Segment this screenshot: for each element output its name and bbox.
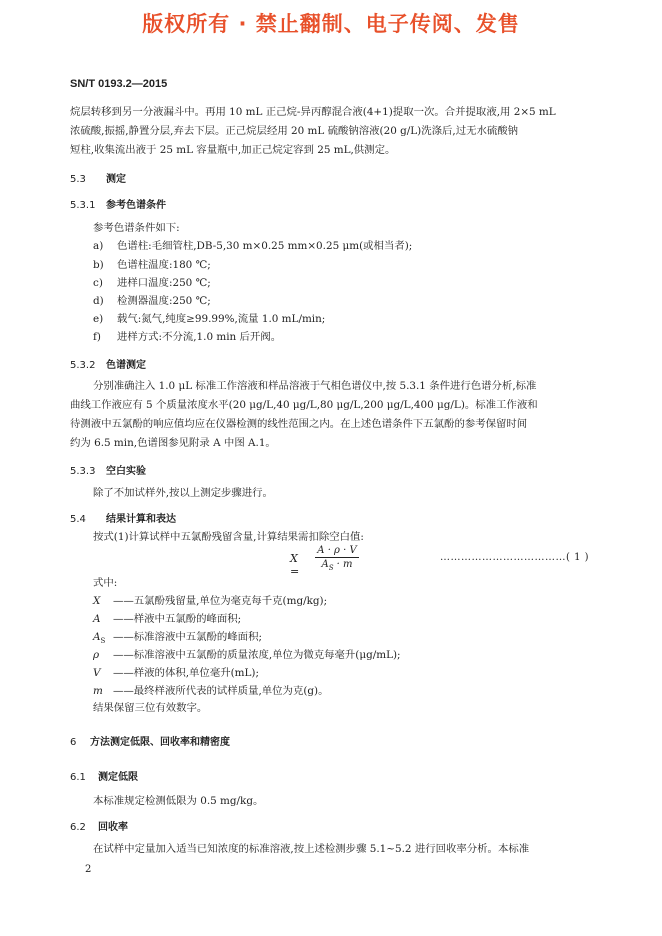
heading-5-3-1 [70,196,166,211]
heading-5-4 [70,510,176,525]
variable-row [93,612,241,627]
variable-symbol: m [93,685,103,697]
conditions-item-a [93,239,412,254]
intro-line-2: 浓硫酸,振摇,静置分层,弃去下层。正己烷层经用 20 mL 硫酸钠溶液(20 g/L)洗涤后,过无水硫酸钠 [70,125,519,137]
watermark: 版权所有 · 禁止翻制、电子传阅、发售 [142,12,520,36]
section-number: 5.3.2 [70,360,96,371]
formula-denominator: $A_S \cdot m$ [321,559,353,572]
lod-text: 本标准规定检测低限为 0.5 mg/kg。 [93,795,264,807]
variable-desc: ——样液中五氯酚的峰面积; [113,613,242,625]
item-text: 色谱柱温度:180 ℃; [117,259,211,271]
item-label: b) [93,259,104,271]
variable-symbol: V [93,667,101,679]
section-title: 测定 [106,174,126,185]
chrom-line-3: 待测液中五氯酚的响应值均应在仪器检测的线性范围之内。在上述色谱条件下五氯酚的参考保留时间 [70,418,528,430]
item-label: f) [93,331,101,343]
variable-desc: ——标准溶液中五氯酚的质量浓度,单位为微克每毫升(μg/mL); [113,649,401,661]
item-text: 色谱柱:毛细管柱,DB-5,30 m×0.25 mm×0.25 μm(或相当者); [117,240,413,252]
item-text: 检测器温度:250 ℃; [117,295,211,307]
section-title: 空白实验 [106,466,146,477]
variable-row [93,648,401,663]
heading-5-3-2 [70,356,146,371]
item-label: a) [93,240,104,252]
heading-6-2 [70,818,128,833]
formula-lhs: X = [290,552,300,578]
variable-desc: ——样液的体积,单位毫升(mL); [113,667,259,679]
item-text: 载气:氮气,纯度≥99.99%,流量 1.0 mL/min; [117,313,326,325]
section-title: 方法测定低限、回收率和精密度 [90,737,230,748]
item-text: 进样方式:不分流,1.0 min 后开阀。 [117,331,282,343]
page-number: 2 [85,864,92,875]
section-title: 参考色谱条件 [106,200,166,211]
conditions-item-d [93,294,211,309]
section-title: 测定低限 [98,772,138,783]
item-label: c) [93,277,103,289]
heading-5-3-3 [70,462,146,477]
result-note: 结果保留三位有效数字。 [93,702,208,714]
intro-line-1: 烷层转移到另一分液漏斗中。再用 10 mL 正己烷-异丙醇混合液(4+1)提取一次。合并提取液,用 2×5 mL [70,106,556,118]
section-number: 5.4 [70,514,86,525]
equation-number: ………………………………( 1 ) [440,552,590,563]
formula-fraction [315,545,359,572]
heading-6 [70,733,230,748]
chrom-line-1: 分别准确注入 1.0 μL 标准工作溶液和样品溶液于气相色谱仪中,按 5.3.1 条件进行色谱分析,标准 [93,380,537,392]
calc-intro: 按式(1)计算试样中五氯酚残留含量,计算结果需扣除空白值: [93,531,364,543]
item-label: d) [93,295,104,307]
variable-row [93,684,328,699]
variable-symbol: A [93,613,101,625]
section-number: 6 [70,737,77,748]
recovery-text: 在试样中定量加入适当已知浓度的标准溶液,按上述检测步骤 5.1~5.2 进行回收率分析。本标准 [93,843,530,855]
item-text: 进样口温度:250 ℃; [117,277,211,289]
section-number: 6.1 [70,772,86,783]
variable-symbol: ρ [93,649,100,661]
variable-symbol: $A_S$ [93,631,106,646]
conditions-item-e [93,312,325,327]
conditions-item-c [93,276,211,291]
chrom-line-4: 约为 6.5 min,色谱图参见附录 A 中图 A.1。 [70,437,276,449]
standard-code: SN/T 0193.2—2015 [70,78,168,90]
intro-line-3: 短柱,收集流出液于 25 mL 容量瓶中,加正己烷定容到 25 mL,供测定。 [70,144,396,156]
variable-row [93,630,262,649]
heading-5-3 [70,170,126,185]
chrom-line-2: 曲线工作液应有 5 个质量浓度水平(20 μg/L,40 μg/L,80 μg/L,200 μg/L,400 μg/L)。标准工作液和 [70,399,538,411]
section-number: 5.3.1 [70,200,96,211]
conditions-item-f [93,330,281,345]
section-number: 5.3.3 [70,466,96,477]
variable-row [93,666,259,681]
section-title: 回收率 [98,822,128,833]
where-label: 式中: [93,577,118,589]
variable-symbol: X [93,595,101,607]
conditions-item-b [93,258,211,273]
section-title: 色谱测定 [106,360,146,371]
variable-row [93,594,327,609]
formula-numerator: A · ρ · V [315,545,359,558]
variable-desc: ——最终样液所代表的试样质量,单位为克(g)。 [113,685,329,697]
item-label: e) [93,313,104,325]
section-number: 5.3 [70,174,86,185]
section-number: 6.2 [70,822,86,833]
variable-desc: ——五氯酚残留量,单位为毫克每千克(mg/kg); [113,595,328,607]
blank-text: 除了不加试样外,按以上测定步骤进行。 [93,487,273,499]
conditions-intro: 参考色谱条件如下: [93,222,180,234]
variable-desc: ——标准溶液中五氯酚的峰面积; [113,631,262,643]
section-title: 结果计算和表达 [106,514,176,525]
heading-6-1 [70,768,138,783]
